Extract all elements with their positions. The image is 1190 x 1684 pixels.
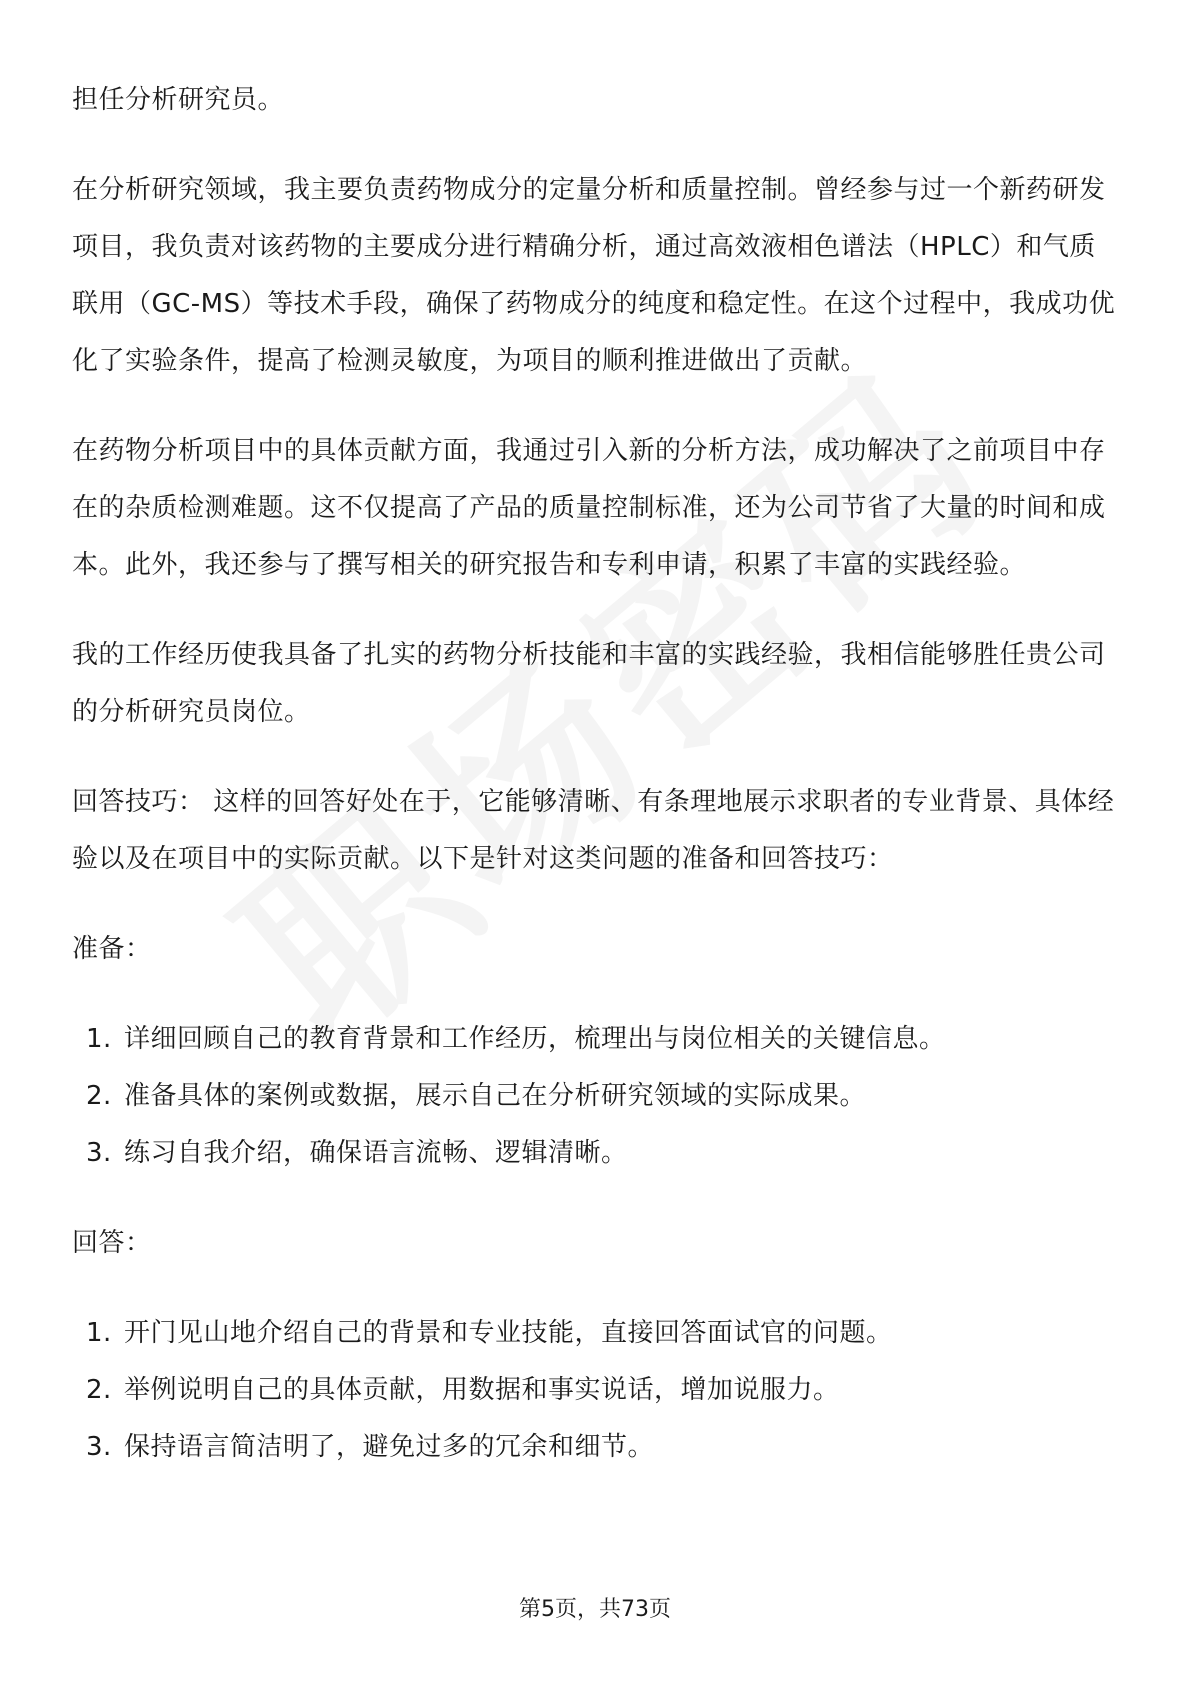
list-text: 举例说明自己的具体贡献，用数据和事实说话，增加说服力。 [124, 1375, 840, 1405]
list-item [72, 1305, 1122, 1362]
paragraph-contribution: 在药物分析项目中的具体贡献方面，我通过引入新的分析方法，成功解决了之前项目中存在的杂质检测难题。这不仅提高了产品的质量控制标准，还为公司节省了大量的时间和成本。此外，我还参与了撰写相关的研究报告和专利申请，积累了丰富的实践经验。 [72, 436, 1106, 580]
list-item [72, 1011, 1122, 1068]
answer-list [72, 1305, 1122, 1476]
list-item [72, 1362, 1122, 1419]
list-text: 保持语言简洁明了，避免过多的冗余和细节。 [124, 1432, 655, 1462]
list-number: 2. [86, 1081, 112, 1111]
list-number: 1. [86, 1024, 112, 1054]
list-text: 开门见山地介绍自己的背景和专业技能，直接回答面试官的问题。 [124, 1318, 893, 1348]
list-number: 3. [86, 1432, 112, 1462]
list-number: 2. [86, 1375, 112, 1405]
list-item [72, 1419, 1122, 1476]
paragraph-research-field: 在分析研究领域，我主要负责药物成分的定量分析和质量控制。曾经参与过一个新药研发项目，我负责对该药物的主要成分进行精确分析，通过高效液相色谱法（HPLC）和气质联用（GC-MS）等技术手段，确保了药物成分的纯度和稳定性。在这个过程中，我成功优化了实验条件，提高了检测灵敏度，为项目的顺利推进做出了贡献。 [72, 175, 1116, 376]
prepare-heading: 准备： [72, 934, 152, 964]
list-number: 1. [86, 1318, 112, 1348]
list-item [72, 1125, 1122, 1182]
paragraph-intro: 担任分析研究员。 [72, 85, 285, 115]
page-number: 第5页，共73页 [519, 1597, 671, 1622]
paragraph-tips: 回答技巧： 这样的回答好处在于，它能够清晰、有条理地展示求职者的专业背景、具体经验以及在项目中的实际贡献。以下是针对这类问题的准备和回答技巧： [72, 787, 1115, 874]
paragraph-summary: 我的工作经历使我具备了扎实的药物分析技能和丰富的实践经验，我相信能够胜任贵公司的分析研究员岗位。 [72, 640, 1106, 727]
document-body [72, 72, 1122, 1509]
list-number: 3. [86, 1138, 112, 1168]
prepare-list [72, 1011, 1122, 1182]
list-item [72, 1068, 1122, 1125]
list-text: 详细回顾自己的教育背景和工作经历，梳理出与岗位相关的关键信息。 [124, 1024, 946, 1054]
list-text: 练习自我介绍，确保语言流畅、逻辑清晰。 [124, 1138, 628, 1168]
list-text: 准备具体的案例或数据，展示自己在分析研究领域的实际成果。 [124, 1081, 867, 1111]
answer-heading: 回答： [72, 1228, 152, 1258]
